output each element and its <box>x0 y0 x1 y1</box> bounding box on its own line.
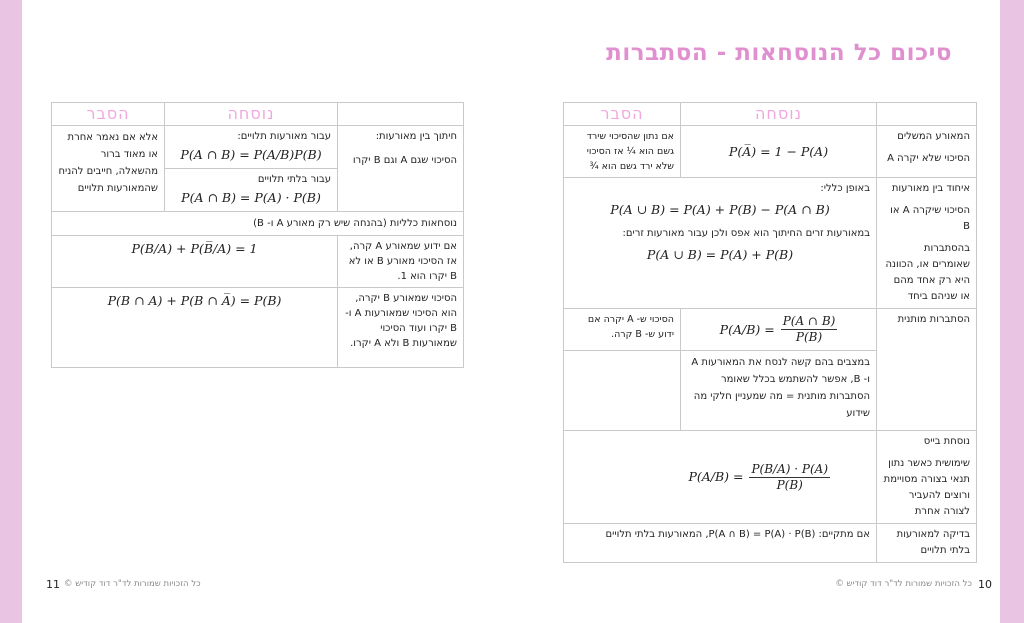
intersection-dep-label: עבור מאורעות תלויים: <box>237 131 331 142</box>
complement-desc: הסיכוי שלא יקרה A <box>887 153 970 164</box>
complement-formula: P(A̅) = 1 − P(A) <box>728 143 829 159</box>
union-name-cell <box>877 178 977 309</box>
total-prob-formula: P(B ∩ A) + P(B ∩ A̅) = P(B) <box>107 293 282 308</box>
intersection-expl-cell <box>52 126 165 212</box>
conditional-lhs: P(A/B) = <box>719 321 775 337</box>
union-general-formula: P(A ∪ B) = P(A) + P(B) − P(A ∩ B) <box>610 202 830 217</box>
bayes-name: נוסחת בייס <box>923 436 970 447</box>
intersection-expl: אלא אם נאמר אחרת או מאוד ברור מהשאלה, חייבים להניח שהמאורעות תלויים <box>58 132 158 194</box>
total-cond-formula: P(B/A) + P(B̅/A) = 1 <box>131 241 258 256</box>
independence-name-cell <box>877 524 977 563</box>
total-cond-text-cell <box>338 236 464 288</box>
intersection-name-cell <box>338 126 464 212</box>
union-name: איחוד בין מאורעות <box>891 183 970 194</box>
left-formula-table <box>51 102 464 368</box>
left-page-number: 11 <box>46 578 60 591</box>
complement-expl-cell <box>564 126 681 178</box>
total-prob-formula-cell <box>52 288 338 368</box>
intersection-dep-formula: P(A ∩ B) = P(A/B)P(B) <box>180 147 322 162</box>
independence-test: אם מתקיים: P(A ∩ B) = P(A) · P(B), המאורעות בלתי תלויים <box>605 529 870 540</box>
right-formula-table <box>563 102 977 563</box>
conditional-denominator: P(B) <box>795 330 823 344</box>
bayes-formula <box>570 462 870 493</box>
complement-name-cell <box>877 126 977 178</box>
union-general-label: באופן כללי: <box>820 183 870 194</box>
general-formulas-label: נוסחאות כלליות (בהנחה שיש רק מאורע A ו- B) <box>253 217 457 229</box>
union-disjoint-formula: P(A ∪ B) = P(A) + P(B) <box>646 247 794 262</box>
conditional-name-cell <box>877 309 977 431</box>
bayes-desc: שימושית כאשר נתון תנאי בצורה מסויימת ורוצים להעביר לצורה אחרת <box>883 458 970 517</box>
conditional-note-cell <box>681 351 877 431</box>
intersection-ind-label: עבור בלתי תלויים <box>257 174 331 185</box>
conditional-name: הסתברות מותנית <box>897 314 970 325</box>
independence-test-cell <box>564 524 877 563</box>
formula-header: נוסחה <box>681 103 877 126</box>
left-copyright: כל הזכויות שמורות לד"ר דוד קודיש © <box>64 579 201 589</box>
conditional-expl-cell <box>564 309 681 351</box>
bayes-denominator: P(B) <box>776 477 803 492</box>
intersection-name: חיתוך בין מאורעות: <box>375 131 457 142</box>
complement-expl: אם נתון שהסיכוי שירד גשם הוא ¼ אז הסיכוי שלא ירד גשם הוא ¾ <box>586 131 674 172</box>
general-formulas-row <box>52 212 464 236</box>
total-cond-text: אם ידוע שמאורע A קרה, אז הסיכוי מאורע B או לא B יקרו הוא 1. <box>348 241 457 282</box>
empty-cell <box>564 351 681 431</box>
empty-header-cell <box>338 103 464 126</box>
bayes-fraction <box>749 462 830 493</box>
conditional-formula <box>687 314 870 345</box>
book-spread <box>22 0 1000 623</box>
conditional-note: במצבים בהם קשה לנסח את המאורעות A ו- B, אפשר להשתמש בכלל שאומר הסתברות מותנית = מה שמעניין חלקי מה שידוע <box>691 357 870 419</box>
right-page-number: 10 <box>978 578 992 591</box>
conditional-expl: הסיכוי ש- A יקרה אם ידוע ש- B קרה. <box>587 314 674 340</box>
conditional-numerator: P(A ∩ B) <box>782 314 836 328</box>
bayes-numerator: P(B/A) · P(A) <box>751 461 828 476</box>
bayes-lhs: P(A/B) = <box>688 469 744 484</box>
intersection-ind-formula: P(A ∩ B) = P(A) · P(B) <box>181 190 321 205</box>
bayes-formula-cell <box>564 431 877 524</box>
total-prob-text-cell <box>338 288 464 368</box>
independence-name: בדיקה למאורעות בלתי תלויים <box>896 529 970 556</box>
complement-formula-cell <box>681 126 877 178</box>
union-disjoint-label: במאורעות זרים החיתוך הוא אפס ולכן עבור מאורעות זרים: <box>622 228 870 239</box>
intersection-desc: הסיכוי שגם A וגם B יקרו <box>352 155 457 166</box>
conditional-fraction <box>781 314 838 345</box>
empty-header-cell <box>877 103 977 126</box>
total-cond-formula-cell <box>52 236 338 288</box>
conditional-formula-cell <box>681 309 877 351</box>
right-copyright: כל הזכויות שמורות לד"ר דוד קודיש © <box>835 579 972 589</box>
intersection-ind-cell <box>165 169 338 212</box>
total-prob-text: הסיכוי שמאורע B יקרה, הוא הסיכוי שמאורעות A ו- B יקרו ועוד הסיכוי שמאורעות B ולא A יקרו. <box>345 293 457 349</box>
union-note: בהסתברות שאומרים או, הכוונה היא רק אחד מהם או שניהם ביחד <box>885 243 970 302</box>
explanation-header: הסבר <box>564 103 681 126</box>
formula-header: נוסחה <box>165 103 338 126</box>
union-formula-cell <box>564 178 877 309</box>
explanation-header: הסבר <box>52 103 165 126</box>
intersection-dep-cell <box>165 126 338 169</box>
complement-name: המאורע המשלים <box>897 131 970 142</box>
union-desc: הסיכוי שיקרה A או B <box>890 205 970 232</box>
page-title: סיכום כל הנוסחאות - הסתברות <box>606 40 952 66</box>
bayes-name-cell <box>877 431 977 524</box>
